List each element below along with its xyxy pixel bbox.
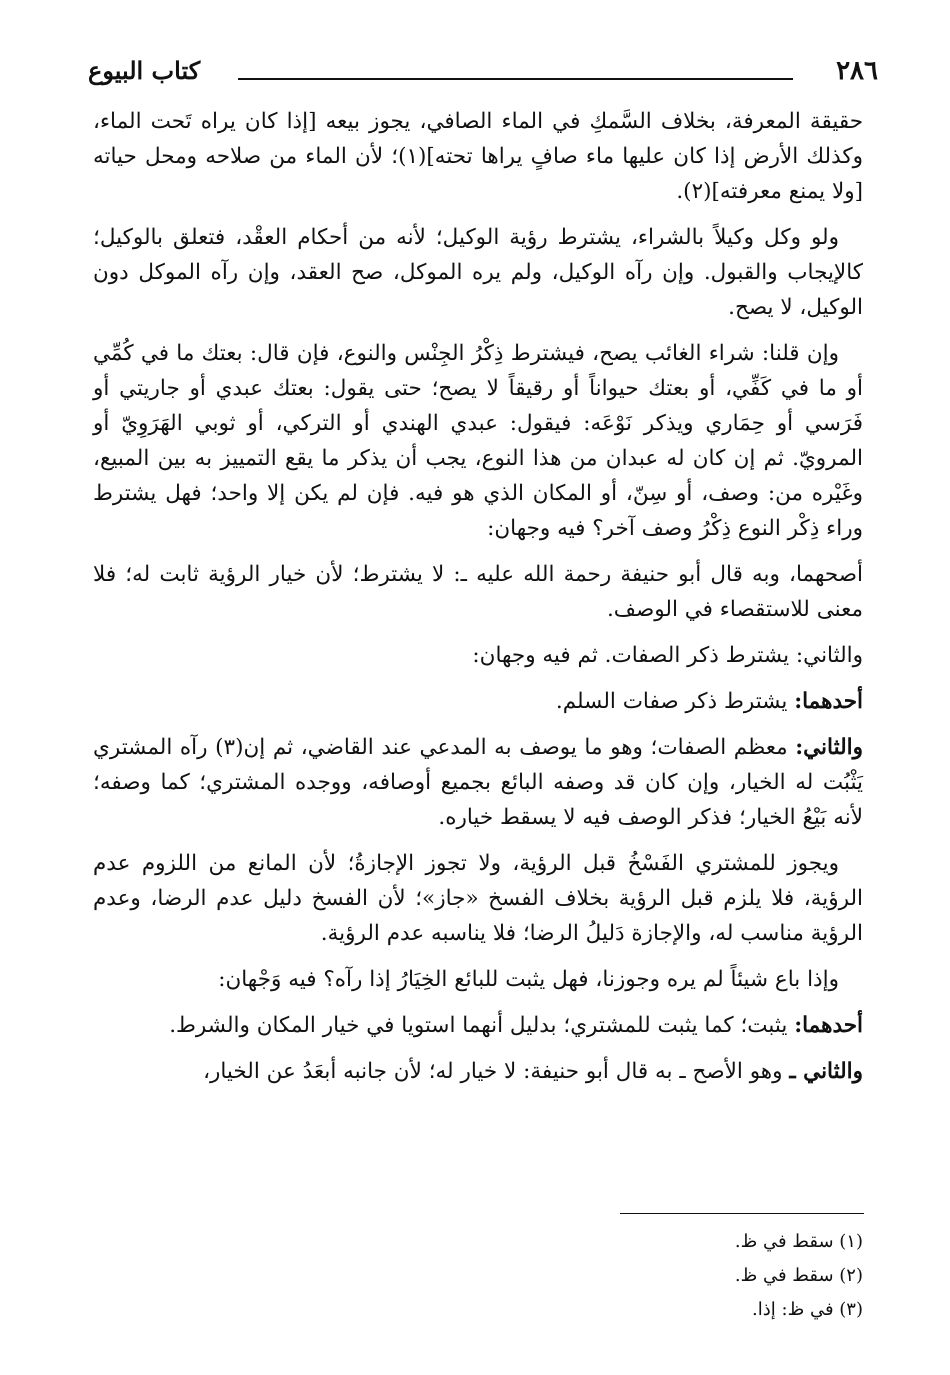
paragraph-text: والثاني: يشترط ذكر الصفات. ثم فيه وجهان: <box>472 643 863 668</box>
paragraph-text: وإذا باع شيئاً لم يره وجوزنا، فهل يثبت للبائع الخِيَارُ إذا رآه؟ فيه وَجْهان: <box>218 967 839 992</box>
header-rule <box>238 78 793 80</box>
footnote: (٣) في ظ: إذا. <box>752 1299 863 1320</box>
paragraph-text: ولو وكل وكيلاً بالشراء، يشترط رؤية الوكيل؛ لأنه من أحكام العقْد، فتعلق بالوكيل؛ كالإيجاب والقبول. وإن رآه الوكيل، ولم يره الموكل، صح العقد، وإن رآه الموكل دون الوكيل، لا يصح. <box>93 225 863 320</box>
paragraph <box>93 1054 863 1089</box>
paragraph <box>93 220 863 325</box>
paragraph-label: أحدهما: <box>794 1013 863 1038</box>
paragraph <box>93 557 863 627</box>
paragraph-text: يثبت؛ كما يثبت للمشتري؛ بدليل أنهما استويا في خيار المكان والشرط. <box>169 1013 795 1038</box>
paragraph-label: أحدهما: <box>794 689 863 714</box>
paragraph-text: ويجوز للمشتري الفَسْخُ قبل الرؤية، ولا تجوز الإجازةُ؛ لأن المانع من اللزوم عدم الرؤية، فلا يلزم قبل الرؤية بخلاف الفسخ «جاز»؛ لأن الفسخ دليل عدم الرضا، وعدم الرؤية مناسب له، والإجازة دَليلُ الرضا؛ فلا يناسبه عدم الرؤية. <box>93 851 863 946</box>
paragraph <box>93 684 863 719</box>
paragraph <box>93 104 863 209</box>
page-number: ٢٨٦ <box>836 56 878 86</box>
running-header <box>88 56 878 96</box>
footnote-rule <box>620 1213 864 1214</box>
paragraph-label: والثاني ـ <box>789 1059 863 1084</box>
paragraph-text: يشترط ذكر صفات السلم. <box>555 689 795 714</box>
paragraph <box>93 846 863 951</box>
footnotes <box>735 1225 863 1327</box>
paragraph <box>93 336 863 546</box>
paragraph-text: أصحهما، وبه قال أبو حنيفة رحمة الله عليه ـ: لا يشترط؛ لأن خيار الرؤية ثابت له؛ فلا معنى للاستقصاء في الوصف. <box>93 562 863 622</box>
footnote: (١) سقط في ظ. <box>734 1231 863 1252</box>
paragraph <box>93 638 863 673</box>
paragraph <box>93 730 863 835</box>
paragraph-label: والثاني: <box>795 735 863 760</box>
paragraph-text: وهو الأصح ـ به قال أبو حنيفة: لا خيار له؛ لأن جانبه أبعَدُ عن الخيار، <box>203 1059 790 1084</box>
paragraph-text: معظم الصفات؛ وهو ما يوصف به المدعي عند القاضي، ثم إن(٣) رآه المشتري يَثْبُت له الخيار، وإن كان قد وصفه البائع بجميع أوصافه، ووجده المشتري؛ كما وصفه؛ لأنه بَيْعُ الخيار؛ فذكر الوصف فيه لا يسقط خياره. <box>93 735 863 830</box>
paragraph-text: حقيقة المعرفة، بخلاف السَّمكِ في الماء الصافي، يجوز بيعه [إذا كان يراه تَحت الماء، وكذلك الأرض إذا كان عليها ماء صافٍ يراها تحته](١)؛ لأن الماء من صلاحه ومحل حياته [ولا يمنع معرفته](٢). <box>93 109 863 204</box>
footnote: (٢) سقط في ظ. <box>734 1265 863 1286</box>
body-text <box>93 104 863 1100</box>
paragraph <box>93 1008 863 1043</box>
book-title: كتاب البيوع <box>88 56 201 85</box>
paragraph-text: وإن قلنا: شراء الغائب يصح، فيشترط ذِكْرُ الجِنْس والنوع، فإن قال: بعتك ما في كُمِّي أو ما في كَفِّي، أو بعتك حيواناً أو رقيقاً لا يصح؛ حتى يقول: بعتك عبدي أو جاريتي أو فَرَسي أو حِمَاري ويذكر نَوْعَه: فيقول: عبدي الهندي أو التركي، أو ثوبي الهَرَوِيّ أو المرويّ. ثم إن كان له عبدان من هذا النوع، يجب أن يذكر ما يقع التمييز به بين المبيع، وغَيْره من: وصف، أو سِنّ، أو المكان الذي هو فيه. فإن لم يكن إلا واحد؛ فهل يشترط وراء ذِكْر النوع ذِكْرُ وصف آخر؟ فيه وجهان: <box>93 341 863 541</box>
paragraph <box>93 962 863 997</box>
